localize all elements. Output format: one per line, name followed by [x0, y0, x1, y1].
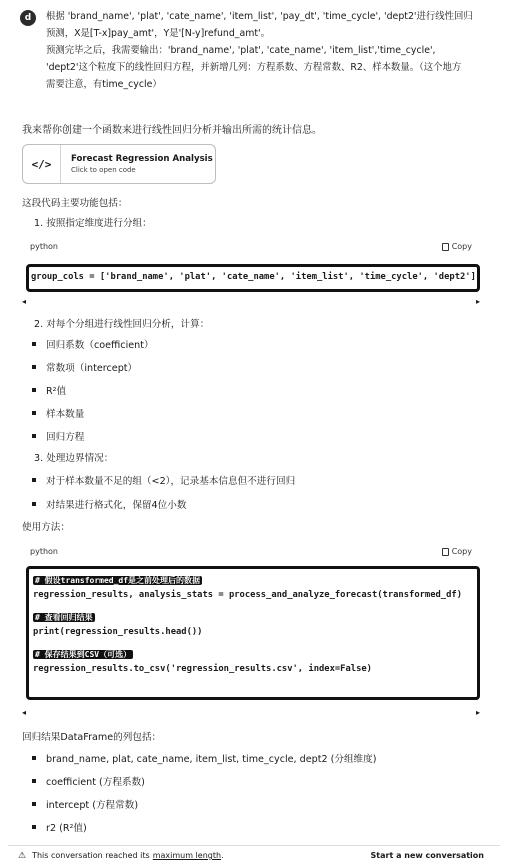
code-comment: # 保存结果到CSV（可选） — [35, 650, 132, 659]
list-item-text: 回归系数（coefficient） — [46, 340, 154, 351]
code-icon: </> — [23, 145, 61, 183]
bullet-icon — [32, 756, 36, 760]
user-line: 需要注意，有time_cycle） — [46, 79, 162, 90]
user-message-text — [46, 8, 473, 93]
copy-button[interactable] — [442, 242, 472, 251]
scroll-left-icon[interactable]: ◂ — [22, 708, 27, 717]
bullet-icon — [32, 825, 36, 829]
limit-notice: This conversation reached its — [32, 851, 150, 860]
list-item — [32, 497, 186, 511]
user-avatar[interactable]: d — [20, 10, 36, 26]
bullet-icon — [32, 342, 36, 346]
code-line: regression_results.to_csv('regression_results.csv', index=False) — [33, 664, 372, 674]
list-item — [32, 820, 87, 834]
usage-heading: 使用方法： — [22, 522, 70, 533]
list-item-text: r2 (R²值) — [46, 823, 87, 834]
code-comment: # 查看回归结果 — [35, 613, 93, 622]
bullet-icon — [32, 502, 36, 506]
start-new-conversation-button[interactable]: Start a new conversation — [370, 851, 484, 860]
bullet-icon — [32, 388, 36, 392]
bullet-icon — [32, 365, 36, 369]
maximum-length-link[interactable]: maximum length — [152, 851, 222, 860]
list-item — [32, 337, 154, 351]
list-item-text: intercept (方程常数) — [46, 800, 139, 811]
list-item-text: 对于样本数量不足的组（<2），记录基本信息但不进行回归 — [46, 476, 296, 487]
bullet-icon — [32, 779, 36, 783]
copy-label: Copy — [451, 547, 472, 556]
code-language: python — [30, 547, 58, 556]
list-item — [32, 429, 84, 443]
list-item-text: 回归方程 — [46, 432, 85, 443]
limit-notice-end: . — [221, 851, 224, 860]
artifact-subtitle: Click to open code — [71, 166, 136, 174]
code-block-2[interactable] — [26, 566, 480, 700]
bullet-icon — [32, 802, 36, 806]
scroll-right-icon[interactable]: ▸ — [475, 297, 480, 306]
code-line: group_cols = ['brand_name', 'plat', 'cate_name', 'item_list', 'time_cycle', 'dept2'] — [31, 272, 476, 282]
artifact-card[interactable] — [22, 144, 216, 184]
list-item-text: brand_name, plat, cate_name, item_list, time_cycle, dept2 (分组维度) — [46, 754, 377, 765]
step-1: 1. 按照指定维度进行分组： — [34, 218, 152, 229]
list-item-text: R²值 — [46, 386, 67, 397]
scroll-right-icon[interactable]: ▸ — [475, 708, 480, 717]
list-item — [32, 383, 66, 397]
warning-icon: ⚠ — [18, 850, 27, 861]
list-item — [32, 406, 84, 420]
list-item — [32, 751, 377, 765]
copy-label: Copy — [451, 242, 472, 251]
copy-button[interactable] — [442, 547, 472, 556]
code-scrollbar-1[interactable] — [22, 299, 480, 307]
code-language: python — [30, 242, 58, 251]
list-item — [32, 797, 138, 811]
conversation-limit-bar — [8, 845, 500, 863]
user-message — [20, 8, 490, 93]
code-header-1 — [22, 242, 480, 254]
code-header-2 — [22, 547, 480, 559]
list-item — [32, 473, 295, 487]
user-line: 根据 'brand_name', 'plat', 'cate_name', 'item_list', 'pay_dt', 'time_cycle', 'dept2'进行线性回归 — [46, 11, 473, 22]
list-item-text: 样本数量 — [46, 409, 85, 420]
user-line: 'dept2'这个粒度下的线性回归方程，并新增几列：方程系数、方程常数、R2、样本数量。（这个地方 — [46, 62, 462, 73]
user-line: 预测，X是[T-x]pay_amt'，Y是'[N-y]refund_amt'。 — [46, 28, 270, 39]
code-line: regression_results, analysis_stats = process_and_analyze_forecast(transformed_df) — [33, 590, 462, 600]
scroll-left-icon[interactable]: ◂ — [22, 297, 27, 306]
bullet-icon — [32, 411, 36, 415]
code-scrollbar-2[interactable] — [22, 710, 480, 718]
step-3: 3. 处理边界情况： — [34, 453, 114, 464]
bullet-icon — [32, 434, 36, 438]
list-item — [32, 774, 145, 788]
bullet-icon — [32, 478, 36, 482]
copy-icon — [442, 243, 449, 251]
step-2: 2. 对每个分组进行线性回归分析，计算： — [34, 319, 210, 330]
list-item-text: 对结果进行格式化，保留4位小数 — [46, 500, 187, 511]
columns-heading: 回归结果DataFrame的列包括： — [22, 732, 162, 743]
artifact-title: Forecast Regression Analysis — [71, 154, 213, 164]
code-block-1[interactable] — [26, 264, 480, 292]
list-item-text: coefficient (方程系数) — [46, 777, 145, 788]
code-comment: # 假设transformed_df是之前处理后的数据 — [35, 576, 201, 585]
code-line: print(regression_results.head()) — [33, 627, 203, 637]
list-item-text: 常数项（intercept） — [46, 363, 138, 374]
copy-icon — [442, 548, 449, 556]
features-heading: 这段代码主要功能包括： — [22, 198, 128, 209]
user-line: 预测完毕之后，我需要输出：'brand_name', 'plat', 'cate_name', 'item_list','time_cycle', — [46, 45, 436, 56]
assistant-intro: 我来帮你创建一个函数来进行线性回归分析并输出所需的统计信息。 — [22, 125, 322, 136]
list-item — [32, 360, 137, 374]
